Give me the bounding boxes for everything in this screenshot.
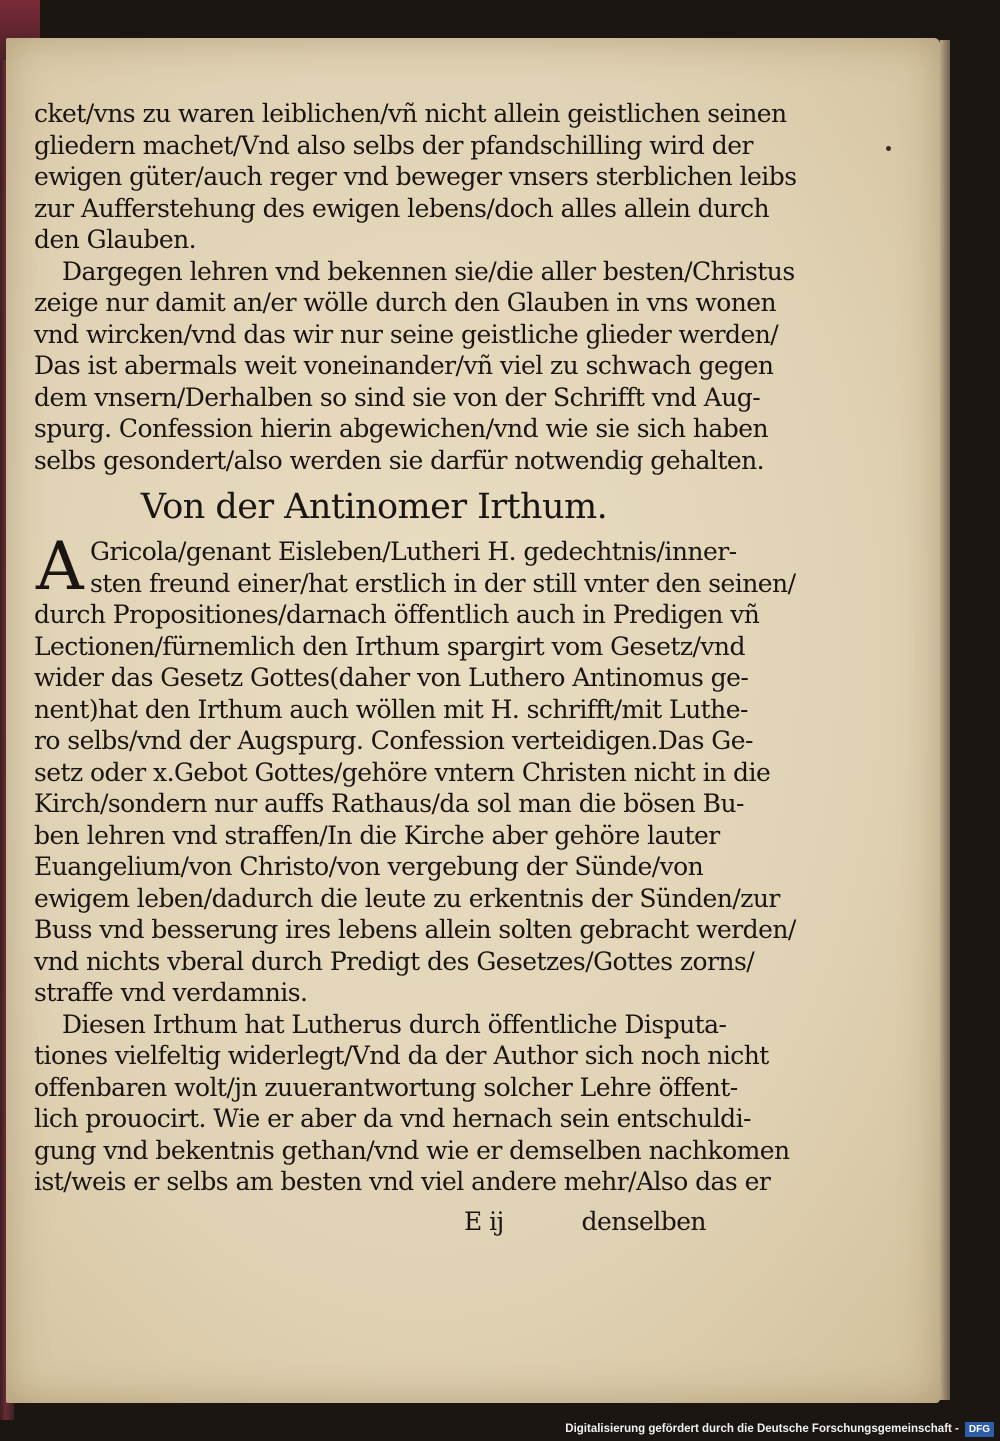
text-line: Buss vnd besserung ires lebens allein solten gebracht werden/ xyxy=(34,915,796,944)
page-edge xyxy=(940,40,950,1400)
text-line: tiones vielfeltig widerlegt/Vnd da der Author sich noch nicht xyxy=(34,1041,769,1070)
paragraph-1 xyxy=(34,98,797,256)
text-line: Das ist abermals weit voneinander/vñ viel zu schwach gegen xyxy=(34,351,774,380)
text-line: durch Propositiones/darnach öffentlich auch in Predigen vñ xyxy=(34,600,760,629)
text-line: dem vnsern/Derhalben so sind sie von der Schrifft vnd Aug- xyxy=(34,382,761,412)
signature-mark: E ij xyxy=(464,1206,504,1236)
text-line: straffe vnd verdamnis. xyxy=(34,978,308,1007)
section-heading: Von der Antinomer Irthum. xyxy=(140,487,608,527)
text-line: gliedern machet/Vnd also selbs der pfandschilling wird der xyxy=(34,130,753,160)
text-line: ewigem leben/dadurch die leute zu erkentnis der Sünden/zur xyxy=(34,883,780,913)
text-line: setz oder x.Gebot Gottes/gehöre vntern Christen nicht in die xyxy=(34,757,771,787)
text-line: Kirch/sondern nur auffs Rathaus/da sol man die bösen Bu- xyxy=(34,789,744,818)
text-line: selbs gesondert/also werden sie darfür notwendig gehalten. xyxy=(34,445,765,475)
text-line: zur Aufferstehung des ewigen lebens/doch alles allein durch xyxy=(34,193,770,223)
text-line: ewigen güter/auch reger vnd beweger vnsers sterblichen leibs xyxy=(34,162,797,191)
catchword: denselben xyxy=(581,1206,706,1236)
text-line: ben lehren vnd straffen/In die Kirche aber gehöre lauter xyxy=(34,820,720,850)
text-line: zeige nur damit an/er wölle durch den Glauben in vns wonen xyxy=(34,288,777,317)
text-line: Gricola/genant Eisleben/Lutheri H. gedechtnis/inner- xyxy=(90,537,737,566)
funding-banner xyxy=(565,1421,994,1437)
text-line: vnd wircken/vnd das wir nur seine geistliche glieder werden/ xyxy=(34,319,779,349)
paragraph-2 xyxy=(34,256,795,477)
text-line: nent)hat den Irthum auch wöllen mit H. schrifft/mit Luthe- xyxy=(34,694,748,724)
text-line: sten freund einer/hat erstlich in der still vnter den seinen/ xyxy=(90,568,796,598)
text-line: cket/vns zu waren leiblichen/vñ nicht allein geistlichen seinen xyxy=(34,99,787,128)
text-line: wider das Gesetz Gottes(daher von Luthero Antinomus ge- xyxy=(34,663,749,692)
page-text xyxy=(34,98,797,1242)
text-line: ro selbs/vnd der Augspurg. Confession verteidigen.Das Ge- xyxy=(34,726,753,755)
funding-text: Digitalisierung gefördert durch die Deutsche Forschungsgemeinschaft - xyxy=(565,1423,959,1435)
text-line: Euangelium/von Christo/von vergebung der Sünde/von xyxy=(34,852,704,881)
text-line: spurg. Confession hierin abgewichen/vnd wie sie sich haben xyxy=(34,414,769,443)
text-line: offenbaren wolt/jn zuuerantwortung solcher Lehre öffent- xyxy=(34,1072,738,1102)
paragraph-3 xyxy=(34,528,796,1009)
text-line: ist/weis er selbs am besten vnd viel andere mehr/Also das er xyxy=(34,1167,771,1196)
text-line: Diesen Irthum hat Lutherus durch öffentliche Disputa- xyxy=(62,1009,727,1039)
page-footer xyxy=(34,1202,714,1242)
text-line: vnd nichts vberal durch Predigt des Gesetzes/Gottes zorns/ xyxy=(34,946,755,976)
text-line: gung vnd bekentnis gethan/vnd wie er demselben nachkomen xyxy=(34,1135,790,1165)
text-line: lich prouocirt. Wie er aber da vnd hernach sein entschuldi- xyxy=(34,1104,751,1133)
paragraph-4 xyxy=(34,1009,790,1198)
ink-speck xyxy=(886,146,891,151)
dfg-logo[interactable]: DFG xyxy=(965,1422,994,1437)
drop-initial: A xyxy=(36,528,84,605)
text-line: Lectionen/fürnemlich den Irthum spargirt vom Gesetz/vnd xyxy=(34,631,745,661)
text-line: Dargegen lehren vnd bekennen sie/die aller besten/Christus xyxy=(62,256,795,286)
text-line: den Glauben. xyxy=(34,225,197,254)
